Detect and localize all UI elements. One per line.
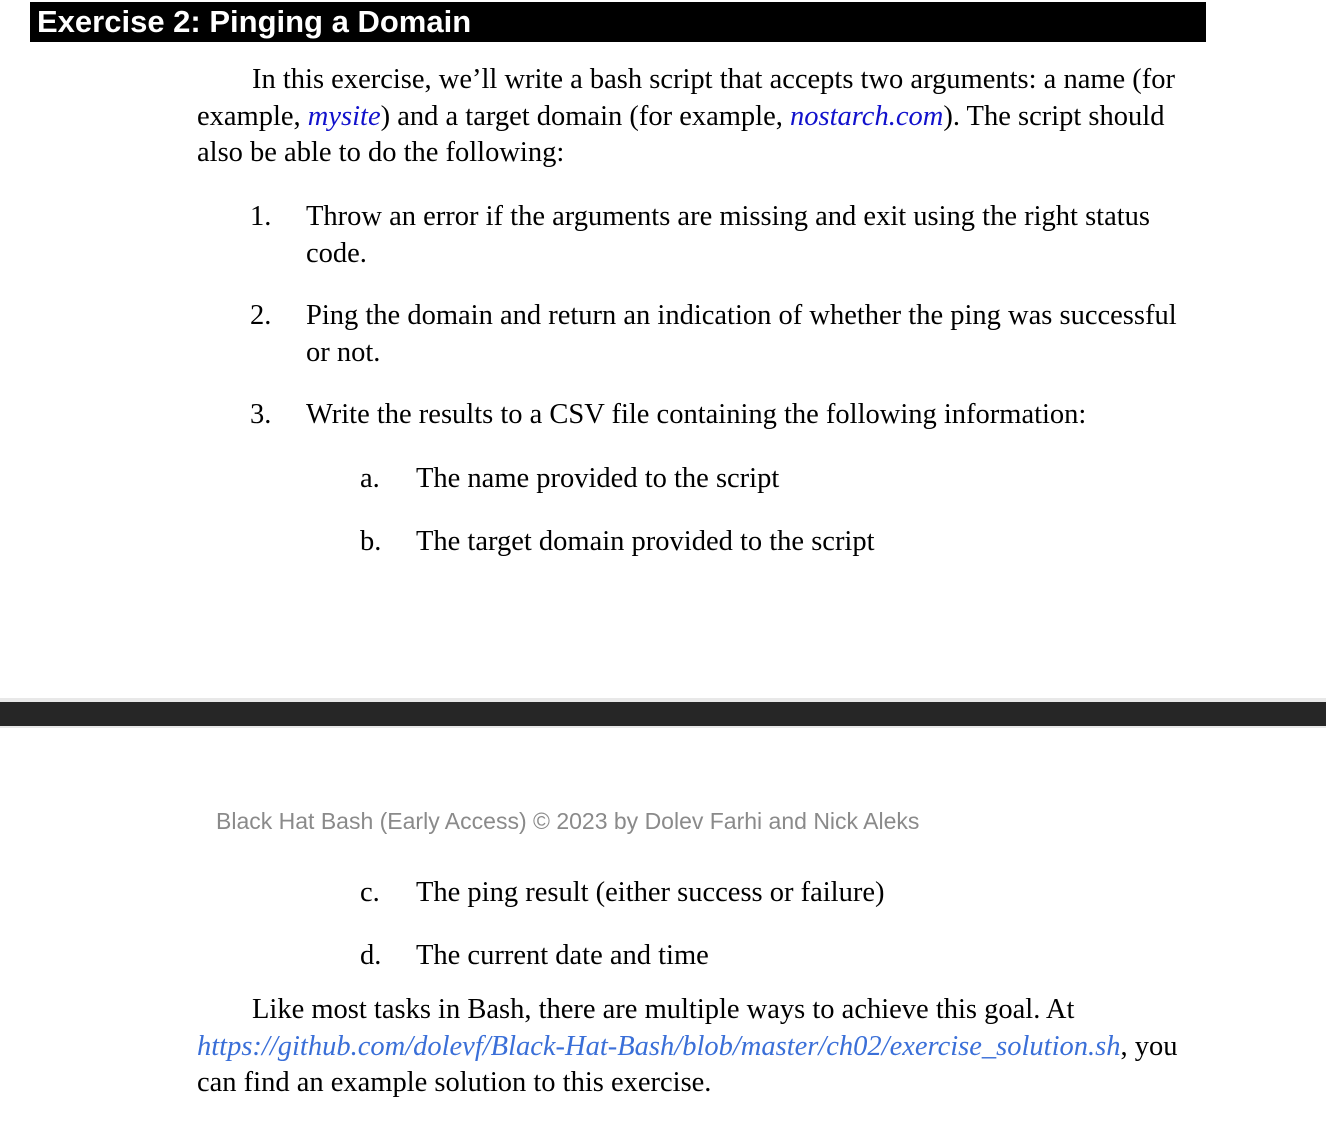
- closing-text-2: , you can find an example solution to this exercise.: [197, 1030, 1178, 1098]
- sublist-item-letter: a.: [360, 463, 380, 494]
- sublist-item-text: The current date and time: [416, 940, 709, 971]
- example-domain: nostarch.com: [790, 100, 944, 132]
- intro-text-1: In this exercise, we’ll write a bash script that accepts two arguments: a name (for example,: [197, 64, 1176, 132]
- sublist-item-text: The target domain provided to the script: [416, 526, 875, 557]
- sublist-item-letter: c.: [360, 877, 380, 908]
- solution-link[interactable]: https://github.com/dolevf/Black-Hat-Bash/blob/master/ch02/exercise_solution.sh: [197, 1030, 1121, 1062]
- example-name: mysite: [307, 100, 381, 132]
- page-separator: [0, 698, 1326, 728]
- sublist-item-letter: d.: [360, 940, 382, 971]
- exercise-heading-bar: [30, 2, 1206, 42]
- list-item-number: 1.: [250, 201, 272, 232]
- list-item-number: 2.: [250, 300, 272, 331]
- intro-paragraph: [197, 62, 1207, 172]
- sublist-item-letter: b.: [360, 526, 382, 557]
- copyright-footer: Black Hat Bash (Early Access) © 2023 by Dolev Farhi and Nick Aleks: [216, 808, 920, 834]
- exercise-heading-title: Exercise 2: Pinging a Domain: [37, 4, 472, 39]
- closing-paragraph: [197, 992, 1197, 1102]
- closing-text-1: Like most tasks in Bash, there are multiple ways to achieve this goal. At: [252, 994, 1075, 1025]
- page-separator-band: [0, 702, 1326, 726]
- intro-text-2: ) and a target domain (for example,: [380, 100, 791, 132]
- list-item-text: Write the results to a CSV file containing the following information:: [306, 399, 1087, 430]
- list-item-number: 3.: [250, 399, 272, 430]
- list-item-text: Ping the domain and return an indication of whether the ping was successful or not.: [306, 300, 1177, 368]
- sublist-item-text: The ping result (either success or failure): [416, 877, 885, 908]
- list-item-text: Throw an error if the arguments are missing and exit using the right status code.: [306, 201, 1150, 269]
- sublist-item-text: The name provided to the script: [416, 463, 780, 494]
- intro-text-3: ). The script should also be able to do the following:: [197, 100, 1165, 168]
